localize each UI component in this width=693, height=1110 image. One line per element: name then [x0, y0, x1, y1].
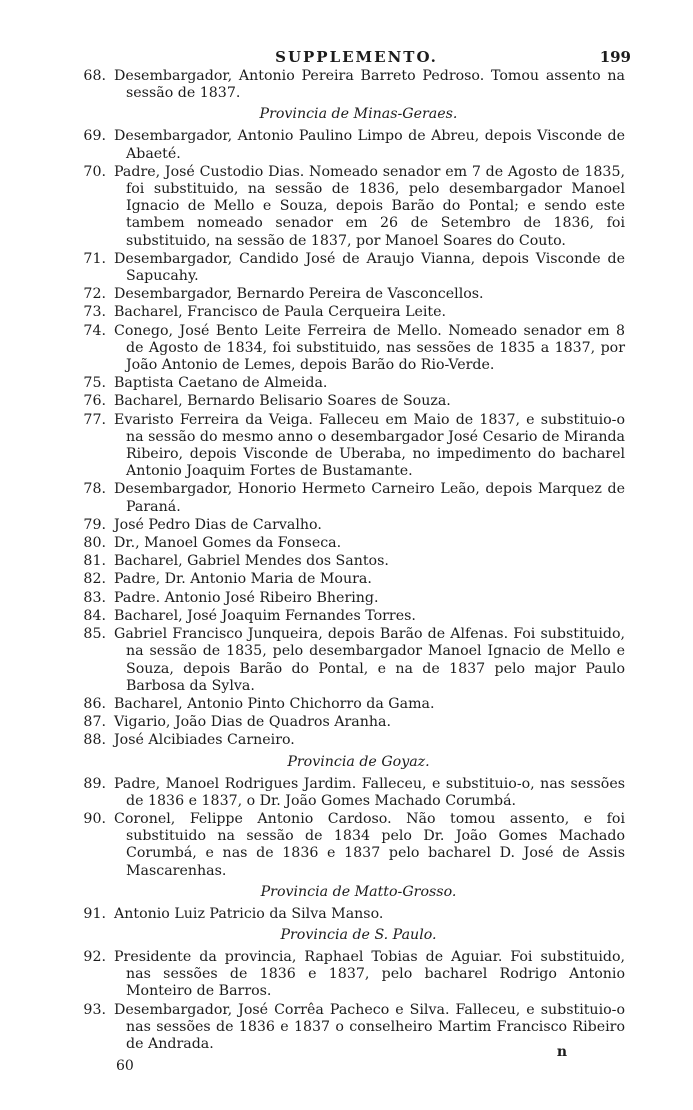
list-entry [83, 286, 625, 303]
list-entry [83, 714, 625, 731]
entry-text: Desembargador, Antonio Paulino Limpo de Abreu, depois Visconde de Abaeté. [114, 128, 625, 162]
page-footer [116, 1044, 567, 1080]
entry-number: 70. [83, 163, 106, 180]
entry-number: 85. [83, 626, 106, 643]
entry-number: 72. [83, 286, 106, 303]
list-entry [83, 589, 625, 607]
entry-number: 81. [83, 553, 106, 570]
entry-number: 87. [83, 714, 106, 731]
entry-text: José Pedro Dias de Carvalho. [114, 516, 322, 533]
list-entry [83, 553, 625, 570]
entry-number: 83. [83, 589, 106, 606]
entry-text: Padre, Dr. Antonio Maria de Moura. [114, 571, 372, 588]
entry-text: Padre, Manoel Rodrigues Jardim. Falleceu, e substituio-o, nas sessões de 1836 e 1837, o Dr. João Gomes Machado Corumbá. [114, 775, 625, 809]
entry-text: Presidente da provincia, Raphael Tobias de Aguiar. Foi substituido, nas sessões de 1836 e 1837, pelo bacharel Rodrigo Antonio Monteiro de Barros. [114, 948, 625, 1000]
province-heading: Provincia de Matto-Grosso. [260, 883, 457, 900]
entry-number: 88. [83, 732, 106, 749]
entry-text: Vigario, João Dias de Quadros Aranha. [114, 714, 391, 731]
list-entry [83, 128, 625, 162]
entry-text: Antonio Luiz Patricio da Silva Manso. [114, 905, 384, 922]
entry-text: Baptista Caetano de Almeida. [114, 375, 328, 392]
entry-number: 79. [83, 516, 106, 533]
list-entry [83, 322, 625, 375]
entry-text: Bacharel, José Joaquim Fernandes Torres. [114, 607, 416, 624]
entry-text: Desembargador, Bernardo Pereira de Vasconcellos. [114, 286, 484, 303]
list-entry [83, 607, 625, 625]
entry-number: 68. [83, 68, 106, 84]
entry-number: 76. [83, 393, 106, 410]
signature-mark: 60 [116, 1058, 134, 1074]
entry-number: 92. [83, 948, 106, 965]
entry-text: Desembargador, Honorio Hermeto Carneiro Leão, depois Marquez de Paraná. [114, 481, 625, 515]
list-entry [83, 163, 625, 250]
province-heading: Provincia de Goyaz. [287, 753, 430, 770]
entry-text: Desembargador, Antonio Pereira Barreto Pedroso. Tomou assento na sessão de 1837. [114, 68, 625, 102]
entry-text: Desembargador, Candido José de Araujo Vianna, depois Visconde de Sapucahy. [114, 250, 625, 285]
entry-text: Dr., Manoel Gomes da Fonseca. [114, 535, 342, 552]
entry-number: 80. [83, 535, 106, 552]
list-entry [83, 393, 625, 410]
list-entry [83, 516, 625, 534]
entry-text: Evaristo Ferreira da Veiga. Falleceu em Maio de 1837, e substituio-o na sessão do mesmo anno o desembargador José Cesario de Miranda Ribeiro, depois Visconde de Uberaba, no impedimento do bacharel Antonio Joaquim Fortes de Bustamante. [114, 411, 625, 480]
entry-text: Bacharel, Francisco de Paula Cerqueira Leite. [114, 304, 447, 321]
page-body [83, 68, 625, 1053]
entry-text: Bacharel, Antonio Pinto Chichorro da Gama. [114, 695, 435, 712]
entry-number: 71. [83, 250, 106, 267]
list-entry [83, 905, 625, 923]
entry-number: 77. [83, 411, 106, 428]
entry-number: 82. [83, 571, 106, 588]
entry-text: Padre, José Custodio Dias. Nomeado senador em 7 de Agosto de 1835, foi substituido, na sessão de 1836, pelo desembargador Manoel Ignacio de Mello e Souza, depois Barão do Pontal; e sendo este tambem nomeado senador em 26 de Setembro de 1836, foi substituido, na sessão de 1837, por Manoel Soares do Couto. [114, 163, 625, 249]
list-entry [83, 535, 625, 552]
entry-number: 69. [83, 128, 106, 145]
entry-text: Bacharel, Bernardo Belisario Soares de Souza. [114, 393, 451, 410]
entry-text: Bacharel, Gabriel Mendes dos Santos. [114, 553, 389, 570]
page-header [88, 44, 631, 68]
entry-number: 78. [83, 481, 106, 498]
list-entry [83, 375, 625, 392]
entry-number: 74. [83, 322, 106, 339]
running-title: SUPPLEMENTO. [275, 48, 438, 66]
page-number: 199 [599, 48, 631, 66]
list-entry [83, 411, 625, 481]
entry-number: 89. [83, 775, 106, 792]
list-entry [83, 695, 625, 713]
entry-number: 75. [83, 375, 106, 392]
entry-number: 84. [83, 607, 106, 624]
entry-number: 90. [83, 810, 106, 827]
list-entry [83, 775, 625, 810]
gathering-mark: n [556, 1044, 567, 1060]
list-entry [83, 68, 625, 102]
entry-number: 73. [83, 304, 106, 321]
list-entry [83, 948, 625, 1001]
entry-text: Gabriel Francisco Junqueira, depois Barão de Alfenas. Foi substituido, na sessão de 1835, pelo desembargador Manoel Ignacio de Mello e Souza, depois Barão do Pontal, e na de 1837 pelo major Paulo Barbosa da Sylva. [114, 626, 625, 694]
entry-text: José Alcibiades Carneiro. [114, 732, 295, 749]
province-heading: Provincia de S. Paulo. [280, 926, 437, 943]
entry-text: Desembargador, José Corrêa Pacheco e Silva. Falleceu, e substituio-o nas sessões de 1836 e 1837 o conselheiro Martim Francisco Ribeiro de Andrada. [114, 1001, 625, 1052]
entry-number: 86. [83, 695, 106, 712]
entry-text: Coronel, Felippe Antonio Cardoso. Não tomou assento, e foi substituido na sessão de 1834 pelo Dr. João Gomes Machado Corumbá, e nas de 1836 e 1837 pelo bacharel D. José de Assis Mascarenhas. [114, 810, 625, 879]
list-entry [83, 304, 625, 321]
list-entry [83, 626, 625, 695]
province-heading: Provincia de Minas-Geraes. [259, 106, 458, 123]
entry-text: Padre. Antonio José Ribeiro Bhering. [114, 589, 379, 606]
entry-number: 93. [83, 1001, 106, 1018]
list-entry [83, 250, 625, 285]
list-entry [83, 571, 625, 588]
entry-number: 91. [83, 905, 106, 922]
list-entry [83, 481, 625, 515]
list-entry [83, 810, 625, 880]
list-entry [83, 732, 625, 749]
entry-text: Conego, José Bento Leite Ferreira de Mello. Nomeado senador em 8 de Agosto de 1834, foi substituido, nas sessões de 1835 a 1837, por João Antonio de Lemes, depois Barão do Rio-Verde. [114, 322, 625, 374]
list-entry [83, 1001, 625, 1054]
